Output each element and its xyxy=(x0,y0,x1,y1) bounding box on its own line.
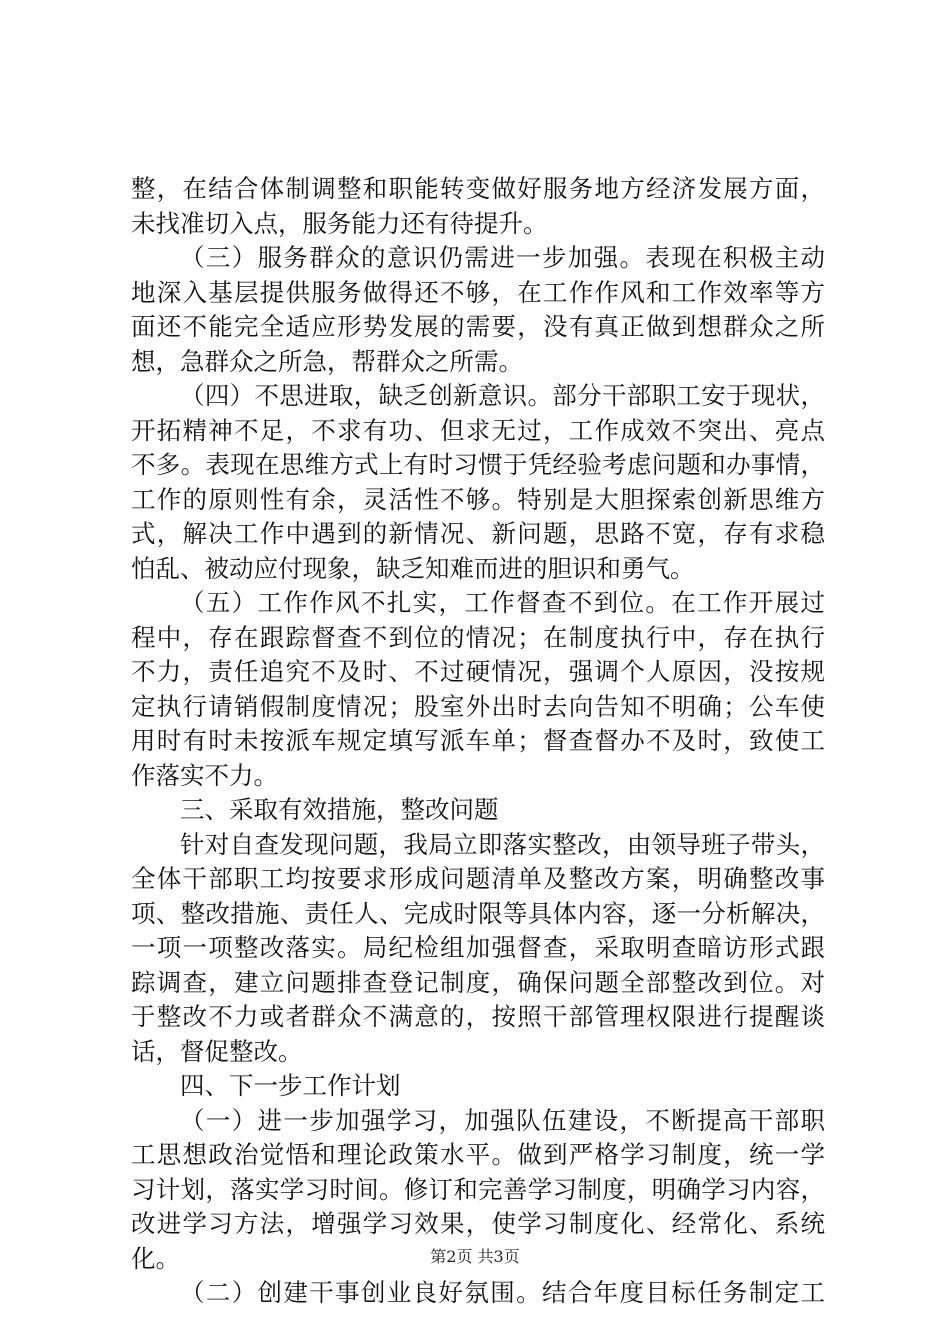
text-line: 用时有时未按派车规定填写派车单；督查督办不及时，致使工 xyxy=(131,726,825,755)
text-line: （三）服务群众的意识仍需进一步加强。表现在积极主动 xyxy=(180,243,825,272)
text-line: 三、采取有效措施，整改问题 xyxy=(180,795,499,824)
text-line: 话，督促整改。 xyxy=(131,1036,303,1066)
text-line: 式，解决工作中遇到的新情况、新问题，思路不宽，存有求稳 xyxy=(131,519,825,548)
text-line: 程中，存在跟踪督查不到位的情况；在制度执行中，存在执行 xyxy=(131,622,825,652)
text-line: 工思想政治觉悟和理论政策水平。做到严格学习制度，统一学 xyxy=(131,1140,825,1169)
text-line: 定执行请销假制度情况；股室外出时去向告知不明确；公车使 xyxy=(131,691,825,721)
text-line: （二）创建干事创业良好氛围。结合年度目标任务制定工 xyxy=(180,1278,825,1307)
text-line: 改进学习方法，增强学习效果，使学习制度化、经常化、系统 xyxy=(131,1209,825,1238)
text-line: 面还不能完全适应形势发展的需要，没有真正做到想群众之所 xyxy=(131,312,825,341)
text-line: 化。 xyxy=(131,1243,180,1273)
document-body xyxy=(131,172,825,1311)
text-line: （五）工作作风不扎实，工作督查不到位。在工作开展过 xyxy=(180,588,825,617)
text-line: 未找准切入点，服务能力还有待提升。 xyxy=(131,208,548,238)
text-line: 于整改不力或者群众不满意的，按照干部管理权限进行提醒谈 xyxy=(131,1002,825,1031)
text-line: 开拓精神不足，不求有功、但求无过，工作成效不突出、亮点 xyxy=(131,415,825,445)
text-line: 项、整改措施、责任人、完成时限等具体内容，逐一分析解决， xyxy=(131,898,825,928)
text-line: 全体干部职工均按要求形成问题清单及整改方案，明确整改事 xyxy=(131,864,825,893)
text-line: 地深入基层提供服务做得还不够，在工作作风和工作效率等方 xyxy=(131,277,825,307)
text-line: （一）进一步加强学习，加强队伍建设，不断提高干部职 xyxy=(180,1105,825,1135)
text-line: 工作的原则性有余，灵活性不够。特别是大胆探索创新思维方 xyxy=(131,484,825,514)
page-footer: 第2页 共3页 xyxy=(430,1247,520,1266)
text-line: 想，急群众之所急，帮群众之所需。 xyxy=(131,346,523,376)
text-line: （四）不思进取，缺乏创新意识。部分干部职工安于现状， xyxy=(180,381,825,410)
text-line: 习计划，落实学习时间。修订和完善学习制度，明确学习内容， xyxy=(131,1174,825,1204)
text-line: 不多。表现在思维方式上有时习惯于凭经验考虑问题和办事情， xyxy=(131,450,825,479)
text-line: 四、下一步工作计划 xyxy=(180,1071,401,1100)
text-line: 一项一项整改落实。局纪检组加强督查，采取明查暗访形式跟 xyxy=(131,933,825,962)
text-line: 作落实不力。 xyxy=(131,760,278,790)
text-line: 针对自查发现问题，我局立即落实整改，由领导班子带头， xyxy=(180,829,825,859)
text-line: 不力，责任追究不及时、不过硬情况，强调个人原因，没按规 xyxy=(131,657,825,686)
text-line: 踪调查，建立问题排查登记制度，确保问题全部整改到位。对 xyxy=(131,967,825,997)
text-line: 整，在结合体制调整和职能转变做好服务地方经济发展方面， xyxy=(131,174,825,203)
text-line: 怕乱、被动应付现象，缺乏知难而进的胆识和勇气。 xyxy=(131,553,695,583)
